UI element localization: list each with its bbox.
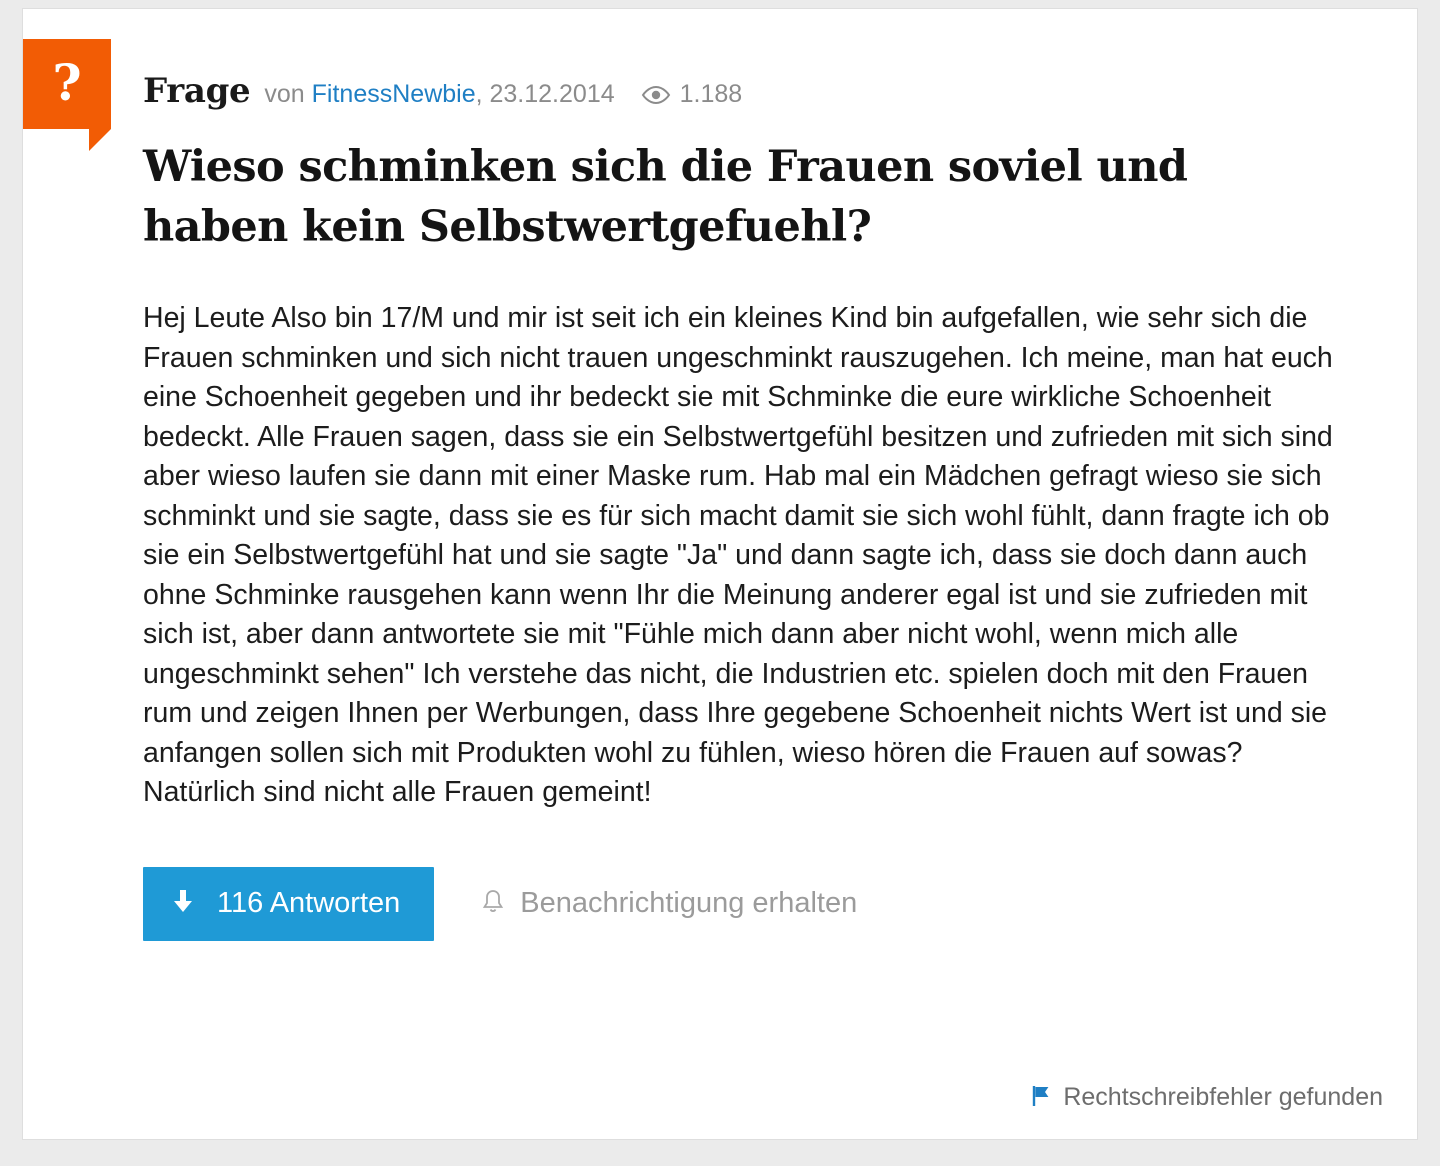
question-byline (264, 80, 614, 109)
notify-label: Benachrichtigung erhalten (520, 887, 858, 919)
answers-button[interactable] (143, 867, 434, 941)
byline-prefix: von (264, 80, 312, 108)
bell-icon (480, 888, 506, 924)
view-count (641, 80, 743, 109)
question-kind-label: Frage (143, 71, 251, 111)
question-meta (143, 71, 1377, 111)
flag-tail (89, 129, 111, 151)
question-body: Hej Leute Also bin 17/M und mir ist seit ich ein kleines Kind bin aufgefallen, wie sehr sich die Frauen schminken und sich nicht trauen ungeschminkt rauszugehen. Ich meine, man hat euch eine Schoenheit gegeben und ihr bedeckt sie mit Schminke die eure wirkliche Schoenheit bedeckt. Alle Frauen sagen, dass sie ein Selbstwertgefühl besitzen und zufrieden mit sich sind aber wieso laufen sie dann mit einer Maske rum. Hab mal ein Mädchen gefragt wieso sie sich schminkt und sie sagte, dass sie es für sich macht damit sie sich wohl fühlt, dann fragte ich ob sie ein Selbstwertgefühl hat und sie sagte "Ja" und dann sagte ich, dass sie doch dann auch ohne Schminke rausgehen kann wenn Ihr die Meinung anderer egal ist und sie zufrieden mit sich ist, aber dann antwortete sie mit "Fühle mich dann aber nicht wohl, wenn mich alle ungeschminkt sehen" Ich verstehe das nicht, die Industrien etc. spielen doch mit den Frauen rum und zeigen Ihnen per Werbungen, dass Ihre gegebene Schoenheit nichts Wert ist und sie anfangen sollen sich mit Produkten wohl zu fühlen, wieso hören die Frauen auf sowas? Natürlich sind nicht alle Frauen gemeint! (143, 302, 1333, 808)
flag-icon (1030, 1084, 1052, 1115)
action-row (143, 867, 1377, 941)
author-link[interactable]: FitnessNewbie (311, 80, 476, 108)
card-content (143, 71, 1377, 941)
eye-icon (641, 83, 671, 112)
answers-button-label: 116 Antworten (217, 887, 401, 919)
page-title: Wieso schminken sich die Frauen soviel und haben kein Selbstwertgefuehl? (143, 142, 1188, 252)
byline-suffix: , 23.12.2014 (475, 80, 615, 108)
question-card (22, 8, 1418, 1140)
report-spelling-error-button[interactable] (1030, 1082, 1383, 1113)
report-spelling-error-label: Rechtschreibfehler gefunden (1063, 1083, 1383, 1111)
view-count-value: 1.188 (679, 80, 743, 108)
down-arrow-icon (169, 887, 197, 923)
notify-button[interactable] (480, 886, 857, 922)
flag-question-symbol: ? (52, 53, 82, 112)
question-mark-flag-icon (23, 39, 111, 145)
